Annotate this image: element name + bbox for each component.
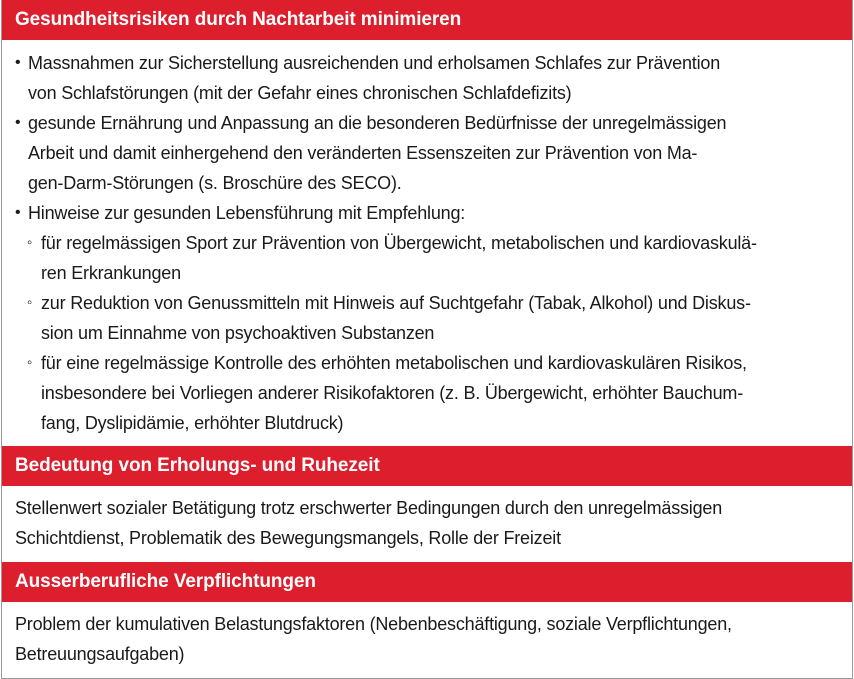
section-body-recovery-time (2, 486, 852, 562)
section-title: Bedeutung von Erholungs- und Ruhezeit (15, 455, 380, 476)
text-line: gen-Darm-Störungen (s. Broschüre des SECO). (28, 173, 402, 193)
section-header-external-obligations (2, 562, 852, 602)
text-line: Problem der kumulativen Belastungsfaktoren (Nebenbeschäftigung, soziale Verpflichtungen, (15, 614, 732, 634)
text-line: Schichtdienst, Problematik des Bewegungsmangels, Rolle der Freizeit (15, 528, 561, 548)
sub-bullet-icon: ◦ (27, 234, 33, 251)
text-line: Arbeit und damit einhergehend den veränderten Essenszeiten zur Prävention von Ma- (28, 143, 698, 163)
text-line: gesunde Ernährung und Anpassung an die besonderen Bedürfnisse der unregelmässigen (28, 113, 727, 133)
section-header-recovery-time (2, 446, 852, 486)
text-line: fang, Dyslipidämie, erhöhter Blutdruck) (41, 413, 344, 433)
section-body-external-obligations (2, 602, 852, 678)
text-line: sion um Einnahme von psychoaktiven Substanzen (41, 323, 435, 343)
text-line: Betreuungsaufgaben) (15, 644, 185, 664)
text-line: für regelmässigen Sport zur Prävention von Übergewicht, metabolischen und kardiovaskulä- (41, 233, 757, 253)
sub-bullet-icon: ◦ (27, 354, 33, 371)
section-title: Ausserberufliche Verpflichtungen (15, 571, 316, 592)
sub-bullet-item (15, 288, 840, 348)
text-line: Stellenwert sozialer Betätigung trotz erschwerter Bedingungen durch den unregelmässigen (15, 498, 723, 518)
bullet-icon: • (15, 114, 21, 131)
bullet-icon: • (15, 54, 21, 71)
section-title: Gesundheitsrisiken durch Nachtarbeit minimieren (15, 9, 462, 30)
text-line: von Schlafstörungen (mit der Gefahr eines chronischen Schlafdefizits) (28, 83, 572, 103)
text-line: insbesondere bei Vorliegen anderer Risikofaktoren (z. B. Übergewicht, erhöhter Bauchum- (41, 383, 743, 403)
text-line: Hinweise zur gesunden Lebensführung mit Empfehlung: (28, 203, 466, 223)
bullet-item (15, 108, 840, 198)
sub-bullet-item (15, 228, 840, 288)
text-line: für eine regelmässige Kontrolle des erhöhten metabolischen und kardiovaskulären Risikos, (41, 353, 747, 373)
bullet-icon: • (15, 204, 21, 221)
bullet-item (15, 198, 840, 228)
section-header-health-risks (2, 0, 852, 40)
section-body-health-risks (2, 40, 852, 446)
text-line: Massnahmen zur Sicherstellung ausreichenden und erholsamen Schlafes zur Prävention (28, 53, 720, 73)
sub-bullet-item (15, 348, 840, 438)
bullet-item (15, 48, 840, 108)
text-line: ren Erkrankungen (41, 263, 181, 283)
sub-bullet-icon: ◦ (27, 294, 33, 311)
content-table (1, 0, 853, 679)
text-line: zur Reduktion von Genussmitteln mit Hinweis auf Suchtgefahr (Tabak, Alkohol) und Diskus- (41, 293, 751, 313)
